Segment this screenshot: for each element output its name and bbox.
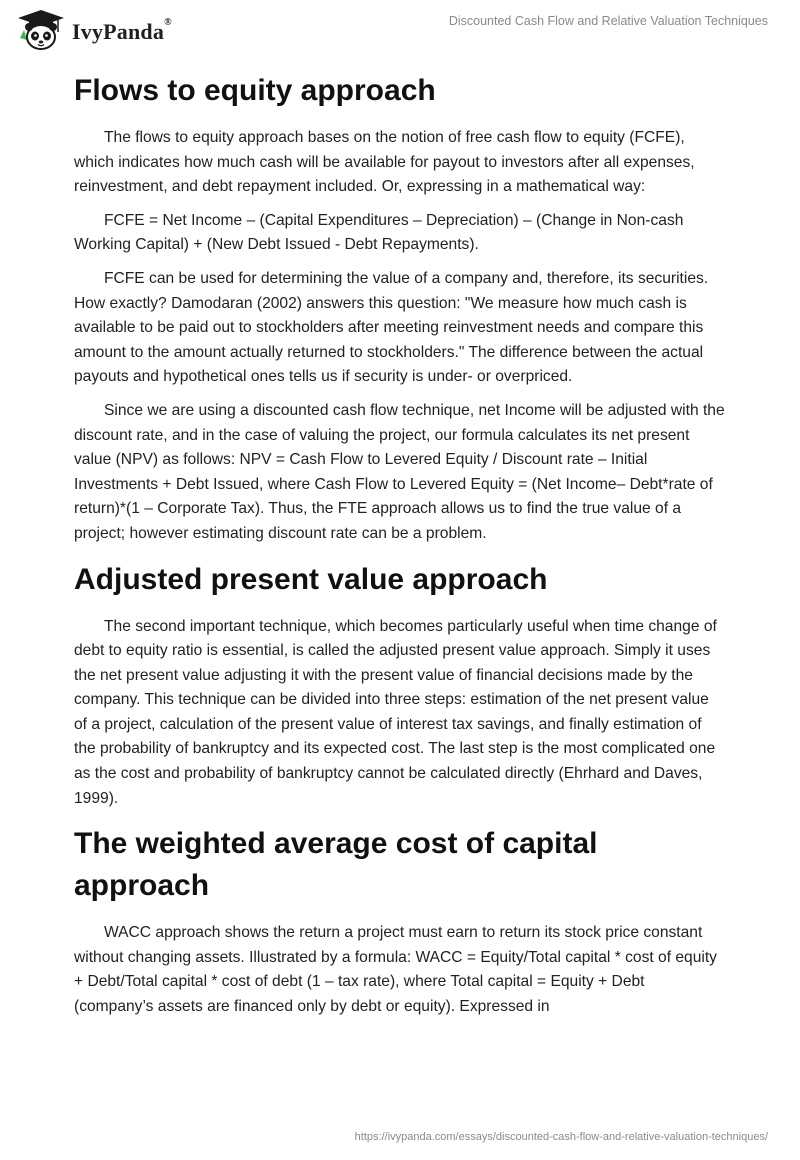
paragraph: FCFE = Net Income – (Capital Expenditures – Depreciation) – (Change in Non-cash Working Capital) + (New Debt Issued - Debt Repayments).: [74, 211, 684, 254]
article-body: [74, 70, 726, 1020]
source-url[interactable]: https://ivypanda.com/essays/discounted-cash-flow-and-relative-valuation-techniques/: [354, 1131, 768, 1143]
logo-wordmark: IvyPanda®: [72, 17, 172, 44]
ivypanda-logo[interactable]: [14, 10, 172, 54]
section-heading: The weighted average cost of capital approach: [74, 827, 598, 903]
paragraph: FCFE can be used for determining the value of a company and, therefore, its securities. How exactly? Damodaran (2002) answers this question: "We measure how much cash is available to be paid out to stockholders after meeting reinvestment needs and compare this amount to the amount actually returned to stockholders." The difference between the actual payouts and hypothetical ones tells us if security is under- or overpriced.: [74, 269, 709, 386]
section-heading: Flows to equity approach: [74, 74, 436, 107]
paragraph: The second important technique, which becomes particularly useful when time change of debt to equity ratio is essential, is called the adjusted present value approach. Simply it uses the net present value adjusting it with the present value of financial decisions made by the company. This technique can be divided into three steps: estimation of the net present value of a project, calculation of the present value of interest tax savings, and finally estimation of the probability of bankruptcy and its expected cost. The last step is the most complicated one as the cost and probability of bankruptcy cannot be calculated directly (Ehrhard and Daves, 1999).: [74, 617, 717, 807]
paragraph: WACC approach shows the return a project must earn to return its stock price constant without changing assets. Illustrated by a formula: WACC = Equity/Total capital * cost of equity + Debt/Total capital * cost of debt (1 – tax rate), where Total capital = Equity + Debt (company’s assets are financed only by debt or equity). Expressed in: [74, 924, 717, 1016]
section-heading: Adjusted present value approach: [74, 562, 548, 596]
document-title: Discounted Cash Flow and Relative Valuation Techniques: [448, 14, 768, 28]
panda-graduate-icon: [14, 8, 68, 57]
page-header: [0, 0, 800, 60]
paragraph: The flows to equity approach bases on the notion of free cash flow to equity (FCFE), which indicates how much cash will be available for payout to investors after all expenses, reinvestment, and debt repayment included. Or, expressing in a mathematical way:: [74, 129, 695, 196]
paragraph: Since we are using a discounted cash flow technique, net Income will be adjusted with the discount rate, and in the case of valuing the project, our formula calculates its net present value (NPV) as follows: NPV = Cash Flow to Levered Equity / Discount rate – Initial Investments + Debt Issued, where Cash Flow to Levered Equity = (Net Income– Debt*rate of return)*(1 – Corporate Tax). Thus, the FTE approach allows us to find the true value of a project; however estimating discount rate can be a problem.: [74, 401, 725, 542]
